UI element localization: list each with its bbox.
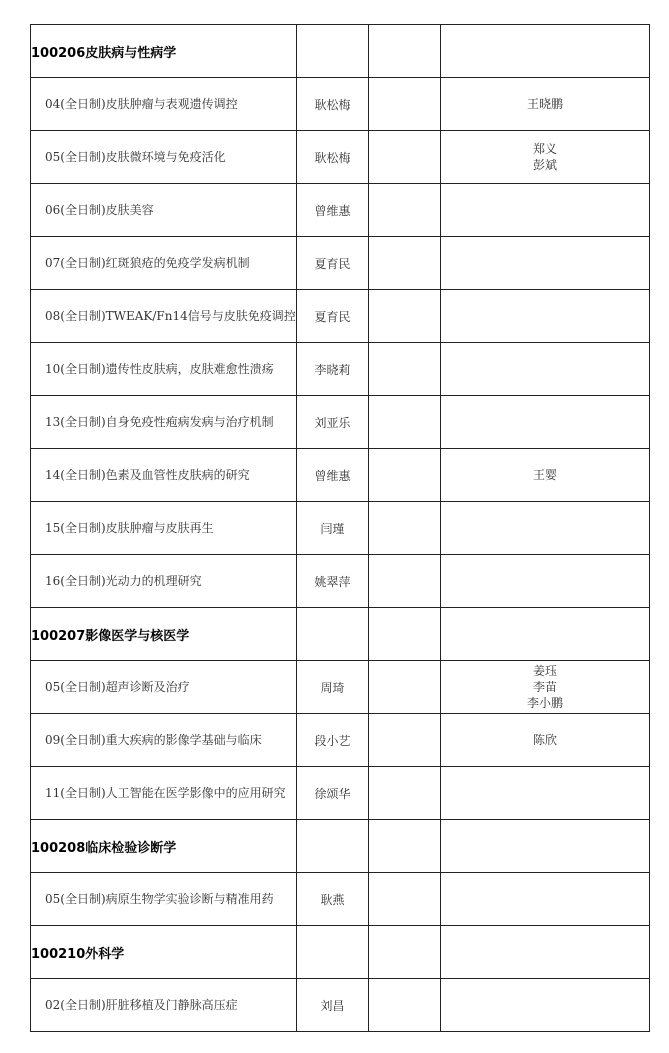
supervisor-name: 刘昌: [297, 979, 369, 1032]
supervisor-name: 曾维惠: [297, 184, 369, 237]
co-supervisor-cell: [441, 555, 650, 608]
empty-cell: [369, 979, 441, 1032]
research-direction-label: 16(全日制)光动力的机理研究: [45, 573, 202, 588]
supervisor-name: 闫瑾: [297, 502, 369, 555]
research-direction: [31, 131, 297, 184]
supervisor-name: 耿松梅: [297, 131, 369, 184]
research-direction: [31, 767, 297, 820]
research-direction-label: 11(全日制)人工智能在医学影像中的应用研究: [45, 785, 286, 800]
research-direction-label: 05(全日制)超声诊断及治疗: [45, 679, 190, 694]
empty-cell: [369, 237, 441, 290]
empty-cell: [369, 555, 441, 608]
empty-cell: [369, 396, 441, 449]
research-direction-label: 10(全日制)遗传性皮肤病，皮肤难愈性溃疡: [45, 361, 274, 376]
co-supervisor-cell: [441, 979, 650, 1032]
co-supervisor-name: 姜珏: [532, 664, 557, 678]
research-direction: [31, 237, 297, 290]
table-row: [31, 979, 650, 1032]
empty-cell: [441, 608, 650, 661]
table-row: [31, 343, 650, 396]
research-direction: [31, 979, 297, 1032]
co-supervisor-name: 陈欣: [532, 733, 557, 747]
research-direction: [31, 555, 297, 608]
research-direction-label: 02(全日制)肝脏移植及门静脉高压症: [45, 997, 238, 1012]
empty-cell: [297, 608, 369, 661]
table-row: [31, 184, 650, 237]
table-row: [31, 767, 650, 820]
supervisor-name: 李晓莉: [297, 343, 369, 396]
co-supervisor-cell: [441, 396, 650, 449]
research-direction: [31, 78, 297, 131]
table-row: [31, 873, 650, 926]
major-title: 100206皮肤病与性病学: [31, 25, 297, 78]
research-direction-label: 13(全日制)自身免疫性疱病发病与治疗机制: [45, 414, 274, 429]
table-row: [31, 502, 650, 555]
supervisor-name: 耿燕: [297, 873, 369, 926]
empty-cell: [297, 25, 369, 78]
supervisor-name: 周琦: [297, 661, 369, 714]
co-supervisor-cell: [441, 714, 650, 767]
major-row: [31, 926, 650, 979]
research-direction: [31, 396, 297, 449]
empty-cell: [369, 661, 441, 714]
co-supervisor-cell: [441, 184, 650, 237]
empty-cell: [369, 873, 441, 926]
empty-cell: [369, 714, 441, 767]
supervisor-name: 耿松梅: [297, 78, 369, 131]
co-supervisor-name: 李小鹏: [526, 696, 563, 710]
major-row: [31, 820, 650, 873]
empty-cell: [369, 184, 441, 237]
table-row: [31, 290, 650, 343]
empty-cell: [369, 290, 441, 343]
research-direction-label: 05(全日制)病原生物学实验诊断与精准用药: [45, 891, 274, 906]
co-supervisor-cell: [441, 237, 650, 290]
research-direction: [31, 714, 297, 767]
empty-cell: [369, 131, 441, 184]
empty-cell: [441, 820, 650, 873]
co-supervisor-cell: [441, 661, 650, 714]
table-row: [31, 449, 650, 502]
supervisor-name: 刘亚乐: [297, 396, 369, 449]
co-supervisor-cell: [441, 131, 650, 184]
research-direction-label: 15(全日制)皮肤肿瘤与皮肤再生: [45, 520, 214, 535]
supervisor-name: 夏育民: [297, 290, 369, 343]
research-direction-label: 14(全日制)色素及血管性皮肤病的研究: [45, 467, 250, 482]
supervisor-name: 曾维惠: [297, 449, 369, 502]
empty-cell: [369, 343, 441, 396]
research-direction: [31, 290, 297, 343]
research-direction-label: 06(全日制)皮肤美容: [45, 202, 154, 217]
empty-cell: [369, 78, 441, 131]
research-direction: [31, 661, 297, 714]
program-table: [30, 24, 650, 1032]
empty-cell: [369, 767, 441, 820]
major-title: 100210外科学: [31, 926, 297, 979]
table-row: [31, 555, 650, 608]
research-direction: [31, 502, 297, 555]
research-direction: [31, 873, 297, 926]
co-supervisor-cell: [441, 767, 650, 820]
table-row: [31, 237, 650, 290]
empty-cell: [369, 926, 441, 979]
empty-cell: [369, 25, 441, 78]
empty-cell: [369, 502, 441, 555]
research-direction-label: 04(全日制)皮肤肿瘤与表观遗传调控: [45, 96, 238, 111]
co-supervisor-cell: [441, 290, 650, 343]
table-row: [31, 661, 650, 714]
co-supervisor-cell: [441, 449, 650, 502]
research-direction: [31, 184, 297, 237]
program-table-body: [31, 25, 650, 1032]
supervisor-name: 姚翠萍: [297, 555, 369, 608]
co-supervisor-name: 李苗: [532, 680, 557, 694]
co-supervisor-name: 彭斌: [532, 158, 557, 172]
supervisor-name: 夏育民: [297, 237, 369, 290]
empty-cell: [441, 25, 650, 78]
co-supervisor-cell: [441, 873, 650, 926]
research-direction: [31, 449, 297, 502]
empty-cell: [369, 820, 441, 873]
co-supervisor-cell: [441, 78, 650, 131]
table-row: [31, 396, 650, 449]
empty-cell: [297, 820, 369, 873]
table-row: [31, 131, 650, 184]
major-title: 100208临床检验诊断学: [31, 820, 297, 873]
empty-cell: [297, 926, 369, 979]
empty-cell: [369, 608, 441, 661]
empty-cell: [441, 926, 650, 979]
co-supervisor-cell: [441, 502, 650, 555]
supervisor-name: 徐颂华: [297, 767, 369, 820]
co-supervisor-name: 王婴: [532, 468, 557, 482]
research-direction: [31, 343, 297, 396]
supervisor-name: 段小艺: [297, 714, 369, 767]
co-supervisor-name: 郑义: [532, 142, 557, 156]
major-row: [31, 608, 650, 661]
research-direction-label: 08(全日制)TWEAK/Fn14信号与皮肤免疫调控: [45, 308, 296, 323]
research-direction-label: 07(全日制)红斑狼疮的免疫学发病机制: [45, 255, 250, 270]
major-title: 100207影像医学与核医学: [31, 608, 297, 661]
table-row: [31, 714, 650, 767]
co-supervisor-cell: [441, 343, 650, 396]
table-row: [31, 78, 650, 131]
major-row: [31, 25, 650, 78]
empty-cell: [369, 449, 441, 502]
research-direction-label: 09(全日制)重大疾病的影像学基础与临床: [45, 732, 262, 747]
research-direction-label: 05(全日制)皮肤微环境与免疫活化: [45, 149, 226, 164]
co-supervisor-name: 王晓鹏: [526, 97, 563, 111]
